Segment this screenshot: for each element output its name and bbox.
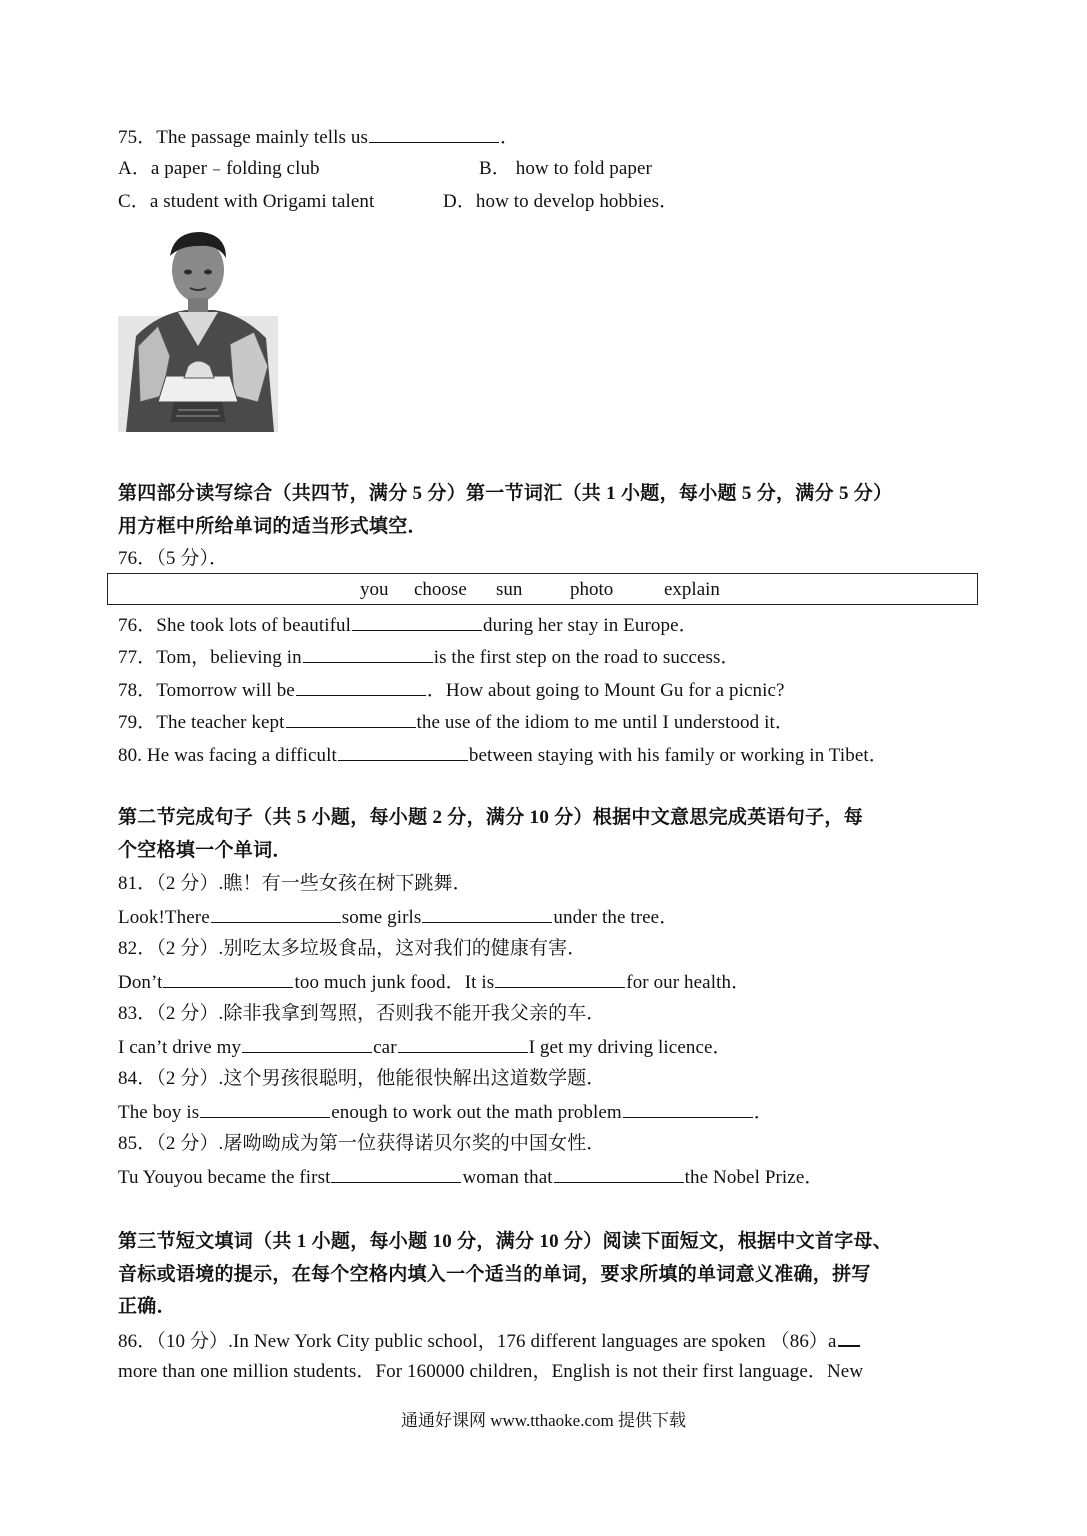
answer-blank[interactable] [242, 1034, 372, 1053]
section3-heading-line2: 音标或语境的提示，在每个空格内填入一个适当的单词，要求所填的单词意义准确，拼写 [118, 1264, 871, 1285]
q75-option-d-wrap [443, 189, 678, 215]
answer-blank[interactable] [369, 124, 499, 143]
answer-blank[interactable] [303, 644, 433, 663]
answer-blank[interactable] [422, 904, 552, 923]
answer-blank[interactable] [623, 1099, 753, 1118]
q81-english: Look!There some girls under the tree． [118, 904, 678, 931]
q82-chinese: 82．（2 分）.别吃太多垃圾食品，这对我们的健康有害． [118, 938, 587, 959]
q75-option-b-wrap [479, 156, 652, 182]
sentence-79: 79．The teacher kept the use of the idiom to me until I understood it． [118, 709, 794, 736]
word-box-item: explain [664, 579, 720, 600]
word-box-item: sun [496, 579, 523, 600]
q75-option-a: A．a paper﹣folding club [118, 158, 320, 179]
answer-blank[interactable] [495, 969, 625, 988]
q85-chinese: 85．（2 分）.屠呦呦成为第一位获得诺贝尔奖的中国女性． [118, 1133, 606, 1154]
sentence-80: 80. He was facing a difficult between staying with his family or working in Tibet． [118, 742, 888, 769]
answer-blank[interactable] [838, 1327, 860, 1347]
q81-chinese: 81．（2 分）.瞧！有一些女孩在树下跳舞． [118, 873, 472, 894]
answer-blank[interactable] [200, 1099, 330, 1118]
q85-english: Tu Youyou became the first woman that the Nobel Prize． [118, 1164, 823, 1191]
q83-chinese: 83．（2 分）.除非我拿到驾照，否则我不能开我父亲的车． [118, 1003, 606, 1024]
section3-heading-line3: 正确． [118, 1296, 176, 1317]
section2-heading-line2: 个空格填一个单词． [118, 840, 292, 861]
section3-heading-line1: 第三节短文填词（共 1 小题，每小题 10 分，满分 10 分）阅读下面短文，根据中文首字母、 [118, 1231, 893, 1252]
part4-heading-line1: 第四部分读写综合（共四节，满分 5 分）第一节词汇（共 1 小题，每小题 5 分，满分 5 分） [118, 483, 893, 504]
answer-blank[interactable] [331, 1164, 461, 1183]
word-box-item: photo [570, 579, 614, 600]
q83-english: I can’t drive my car I get my driving licence． [118, 1034, 732, 1061]
q75-options-row2 [118, 189, 374, 215]
sentence-78: 78．Tomorrow will be ．How about going to Mount Gu for a picnic? [118, 677, 785, 704]
word-box-item: choose [414, 579, 467, 600]
page-footer: 通通好课网 www.tthaoke.com 提供下载 [400, 1411, 687, 1430]
q75-options-row1 [118, 156, 320, 182]
section2-heading-line1: 第二节完成句子（共 5 小题，每小题 2 分，满分 10 分）根据中文意思完成英语句子，每 [118, 807, 864, 828]
part4-heading-line2: 用方框中所给单词的适当形式填空． [118, 516, 427, 537]
q84-english: The boy is enough to work out the math problem ． [118, 1099, 773, 1126]
q76-header: 76．（5 分）． [118, 548, 229, 569]
q82-english: Don’t too much junk food．It is for our health． [118, 969, 750, 996]
answer-blank[interactable] [338, 742, 468, 761]
answer-blank[interactable] [211, 904, 341, 923]
answer-blank[interactable] [163, 969, 293, 988]
word-box [107, 573, 978, 605]
student-origami-photo [118, 226, 278, 432]
answer-blank[interactable] [286, 709, 416, 728]
sentence-77: 77．Tom，believing in is the first step on the road to success． [118, 644, 740, 671]
q75-option-d: D．how to develop hobbies． [443, 191, 679, 212]
q84-chinese: 84．（2 分）.这个男孩很聪明，他能很快解出这道数学题． [118, 1068, 606, 1089]
q75-stem: 75．The passage mainly tells us ． [118, 124, 519, 151]
answer-blank[interactable] [296, 677, 426, 696]
word-box-item: you [360, 579, 389, 600]
answer-blank[interactable] [554, 1164, 684, 1183]
q75-option-b: B． how to fold paper [479, 158, 652, 179]
answer-blank[interactable] [352, 612, 482, 631]
q86-line1: 86．（10 分）.In New York City public school，176 different languages are spoken （86）a [118, 1327, 861, 1355]
answer-blank[interactable] [398, 1034, 528, 1053]
q86-line2: more than one million students．For 160000 children，English is not their first language．New [118, 1361, 864, 1382]
q75-option-c: C．a student with Origami talent [118, 191, 375, 212]
sentence-76: 76．She took lots of beautiful during her stay in Europe． [118, 612, 698, 639]
